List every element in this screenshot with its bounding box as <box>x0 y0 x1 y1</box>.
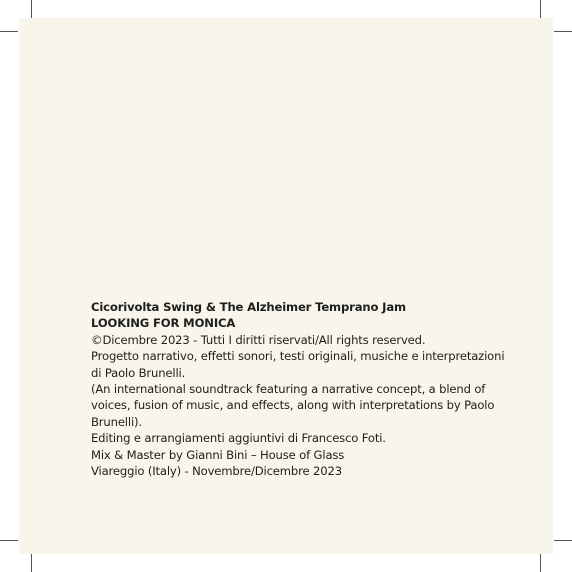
crop-mark-bottom-right-horizontal <box>554 540 572 541</box>
crop-mark-top-right-vertical <box>540 0 541 18</box>
location-date-line: Viareggio (Italy) - Novembre/Dicembre 2023 <box>91 464 342 479</box>
crop-mark-top-left-vertical <box>31 0 32 18</box>
credit-line: Brunelli). <box>91 414 142 429</box>
crop-mark-bottom-left-vertical <box>31 554 32 572</box>
crop-mark-bottom-right-vertical <box>540 554 541 572</box>
artist-name: Cicorivolta Swing & The Alzheimer Temprano Jam <box>91 300 406 314</box>
credit-line: voices, fusion of music, and effects, along with interpretations by Paolo <box>91 398 495 413</box>
credit-line: (An international soundtrack featuring a narrative concept, a blend of <box>91 382 486 397</box>
copyright-line: ©Dicembre 2023 - Tutti I diritti riservati/All rights reserved. <box>91 332 426 347</box>
credit-line: di Paolo Brunelli. <box>91 365 186 380</box>
editing-credit-line: Editing e arrangiamenti aggiuntivi di Francesco Foti. <box>91 431 386 446</box>
crop-mark-bottom-left-horizontal <box>0 540 18 541</box>
credit-line: Progetto narrativo, effetti sonori, testi originali, musiche e interpretazioni <box>91 349 505 364</box>
crop-mark-top-left-horizontal <box>0 31 18 32</box>
mix-master-credit-line: Mix & Master by Gianni Bini – House of Glass <box>91 447 345 462</box>
credits-block <box>91 299 531 479</box>
album-title: LOOKING FOR MONICA <box>91 316 236 331</box>
crop-mark-top-right-horizontal <box>554 31 572 32</box>
